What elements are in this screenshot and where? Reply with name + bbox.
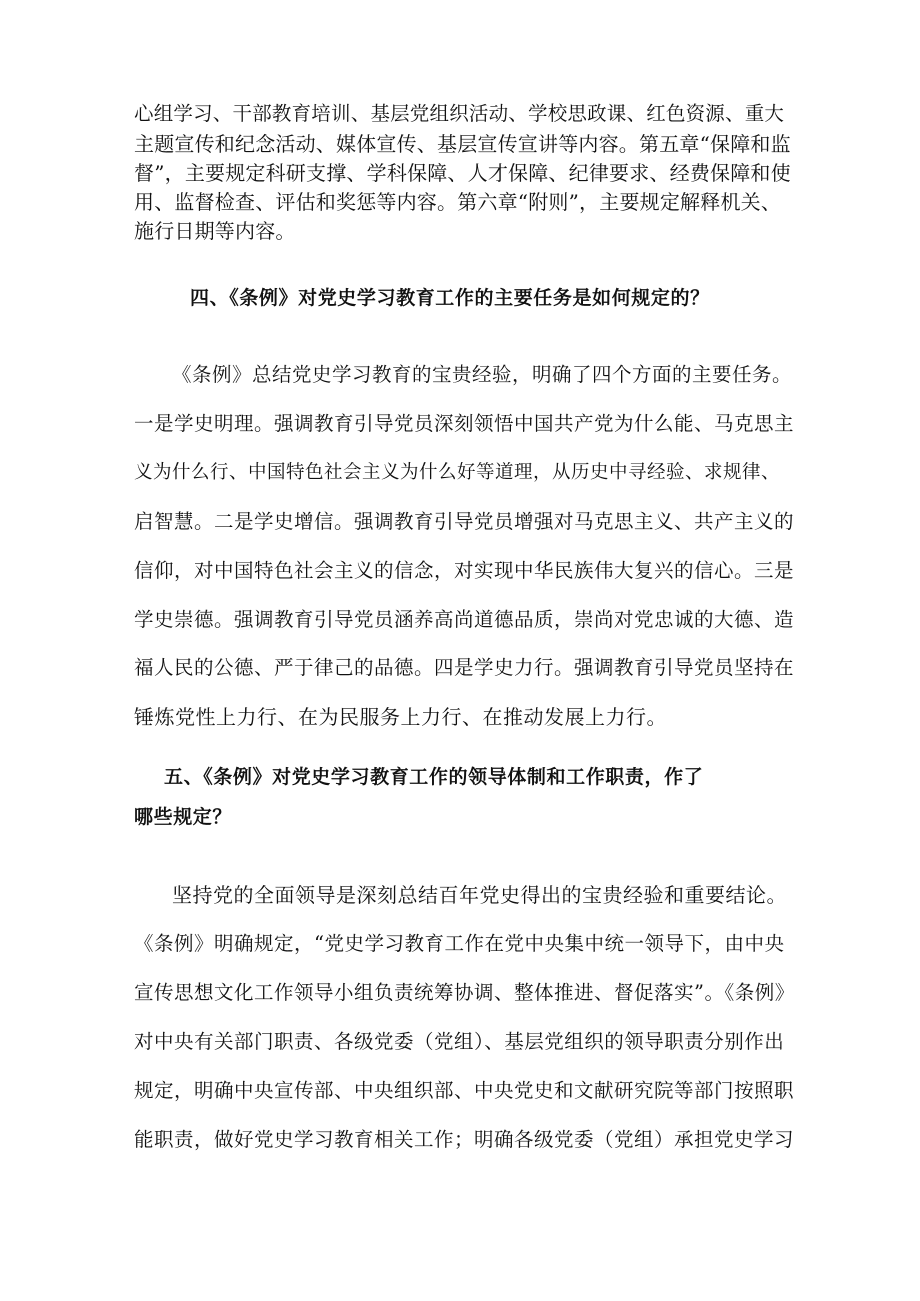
section-four-heading: 四、《条例》对党史学习教育工作的主要任务是如何规定的？ [190, 287, 710, 309]
intro-line: 心组学习、干部教育培训、基层党组织活动、学校思政课、红色资源、重大 [134, 102, 785, 125]
section-four-line: 《条例》总结党史学习教育的宝贵经验，明确了四个方面的主要任务。 [172, 363, 793, 386]
intro-line: 施行日期等内容。 [134, 219, 296, 243]
intro-line: 督”，主要规定科研支撑、学科保障、人才保障、纪律要求、经费保障和使 [134, 161, 791, 185]
section-four-line: 义为什么行、中国特色社会主义为什么好等道理，从历史中寻经验、求规律、 [134, 462, 781, 483]
section-four-line: 学史崇德。强调教育引导党员涵养高尚道德品质，崇尚对党忠诚的大德、造 [134, 608, 795, 631]
section-five-heading-cont: 哪些规定？ [134, 806, 233, 828]
section-five-line: 宣传思想文化工作领导小组负责统筹协调、整体推进、督促落实”。《条例》 [134, 981, 795, 1004]
section-four-line: 信仰，对中国特色社会主义的信念，对实现中华民族伟大复兴的信心。三是 [134, 559, 795, 582]
section-five-line: 对中央有关部门职责、各级党委（党组）、基层党组织的领导职责分别作出 [134, 1030, 785, 1053]
section-four-line: 一是学史明理。强调教育引导党员深刻领悟中国共产党为什么能、马克思主 [134, 412, 795, 435]
section-four-line: 启智慧。二是学史增信。强调教育引导党员增强对马克思主义、共产主义的 [134, 510, 795, 533]
section-five-line: 能职责，做好党史学习教育相关工作；明确各级党委（党组）承担党史学习 [134, 1128, 795, 1151]
section-five-line: 规定，明确中央宣传部、中央组织部、中央党史和文献研究院等部门按照职 [134, 1079, 795, 1102]
section-five-heading: 五、《条例》对党史学习教育工作的领导体制和工作职责，作了 [164, 766, 704, 788]
section-five-line: 《条例》明确规定，“党史学习教育工作在党中央集中统一领导下，由中央 [134, 932, 785, 955]
section-five-line: 坚持党的全面领导是深刻总结百年党史得出的宝贵经验和重要结论。 [172, 883, 787, 907]
intro-line: 主题宣传和纪念活动、媒体宣传、基层宣传宣讲等内容。第五章“保障和监 [134, 132, 791, 156]
section-four-line: 福人民的公德、严于律己的品德。四是学史力行。强调教育引导党员坚持在 [134, 656, 795, 679]
section-four-line: 锤炼党性上力行、在为民服务上力行、在推动发展上力行。 [134, 705, 667, 729]
intro-line: 用、监督检查、评估和奖惩等内容。第六章“附则”，主要规定解释机关、 [134, 190, 782, 214]
